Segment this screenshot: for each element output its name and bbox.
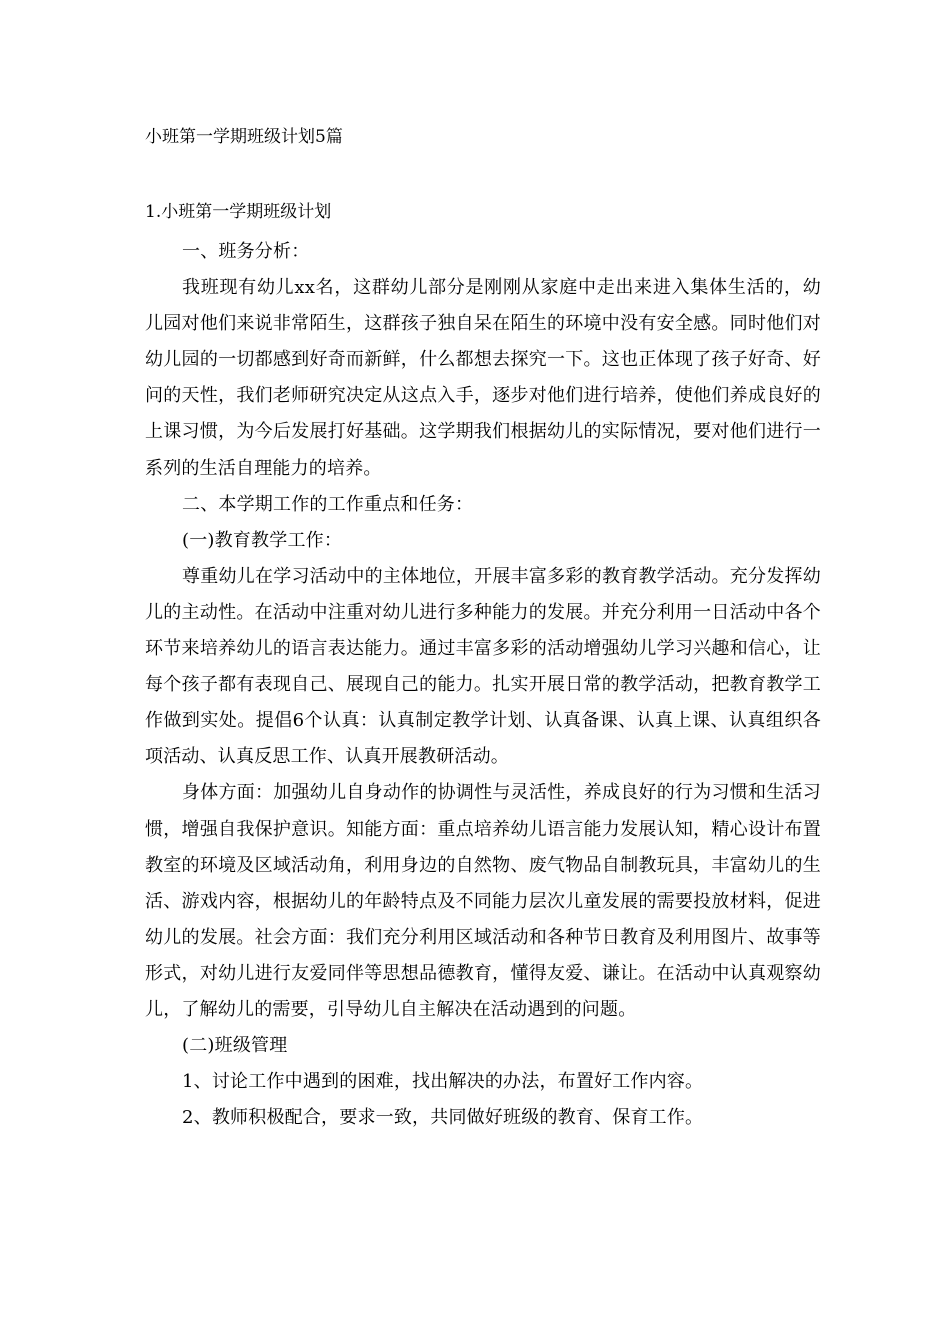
section-title: 1.小班第一学期班级计划: [145, 202, 332, 222]
list-item-1: 1、讨论工作中遇到的困难，找出解决的办法，布置好工作内容。: [182, 1071, 704, 1093]
subheading-teaching-work: (一)教育教学工作：: [182, 529, 343, 551]
heading-key-tasks: 二、本学期工作的工作重点和任务：: [182, 493, 474, 515]
paragraph-development-areas: 身体方面：加强幼儿自身动作的协调性与灵活性，养成良好的行为习惯和生活习惯，增强自我保护意识。知能方面：重点培养幼儿语言能力发展认知，精心设计布置教室的环境及区域活动角，利用身边的自然物、废气物品自制教玩具，丰富幼儿的生活、游戏内容，根据幼儿的年龄特点及不同能力层次儿童发展的需要投放材料，促进幼儿的发展。社会方面：我们充分利用区域活动和各种节日教育及利用图片、故事等形式，对幼儿进行友爱同伴等思想品德教育，懂得友爱、谦让。在活动中认真观察幼儿，了解幼儿的需要，引导幼儿自主解决在活动遇到的问题。: [145, 782, 821, 1020]
document-title: 小班第一学期班级计划5篇: [145, 127, 343, 147]
heading-class-analysis: 一、班务分析：: [182, 241, 310, 262]
paragraph-class-analysis: 我班现有幼儿xx名，这群幼儿部分是刚刚从家庭中走出来进入集体生活的，幼儿园对他们来说非常陌生，这群孩子独自呆在陌生的环境中没有安全感。同时他们对幼儿园的一切都感到好奇而新鲜，什么都想去探究一下。这也正体现了孩子好奇、好问的天性，我们老师研究决定从这点入手，逐步对他们进行培养，使他们养成良好的上课习惯，为今后发展打好基础。这学期我们根据幼儿的实际情况，要对他们进行一系列的生活自理能力的培养。: [145, 277, 821, 479]
document-body: [145, 234, 821, 1136]
list-item-2: 2、教师积极配合，要求一致，共同做好班级的教育、保育工作。: [182, 1107, 704, 1129]
subheading-class-management: (二)班级管理: [182, 1035, 288, 1057]
paragraph-teaching-work: 尊重幼儿在学习活动中的主体地位，开展丰富多彩的教育教学活动。充分发挥幼儿的主动性。在活动中注重对幼儿进行多种能力的发展。并充分利用一日活动中各个环节来培养幼儿的语言表达能力。通过丰富多彩的活动增强幼儿学习兴趣和信心，让每个孩子都有表现自己、展现自己的能力。扎实开展日常的教学活动，把教育教学工作做到实处。提倡6个认真：认真制定教学计划、认真备课、认真上课、认真组织各项活动、认真反思工作、认真开展教研活动。: [145, 565, 821, 768]
